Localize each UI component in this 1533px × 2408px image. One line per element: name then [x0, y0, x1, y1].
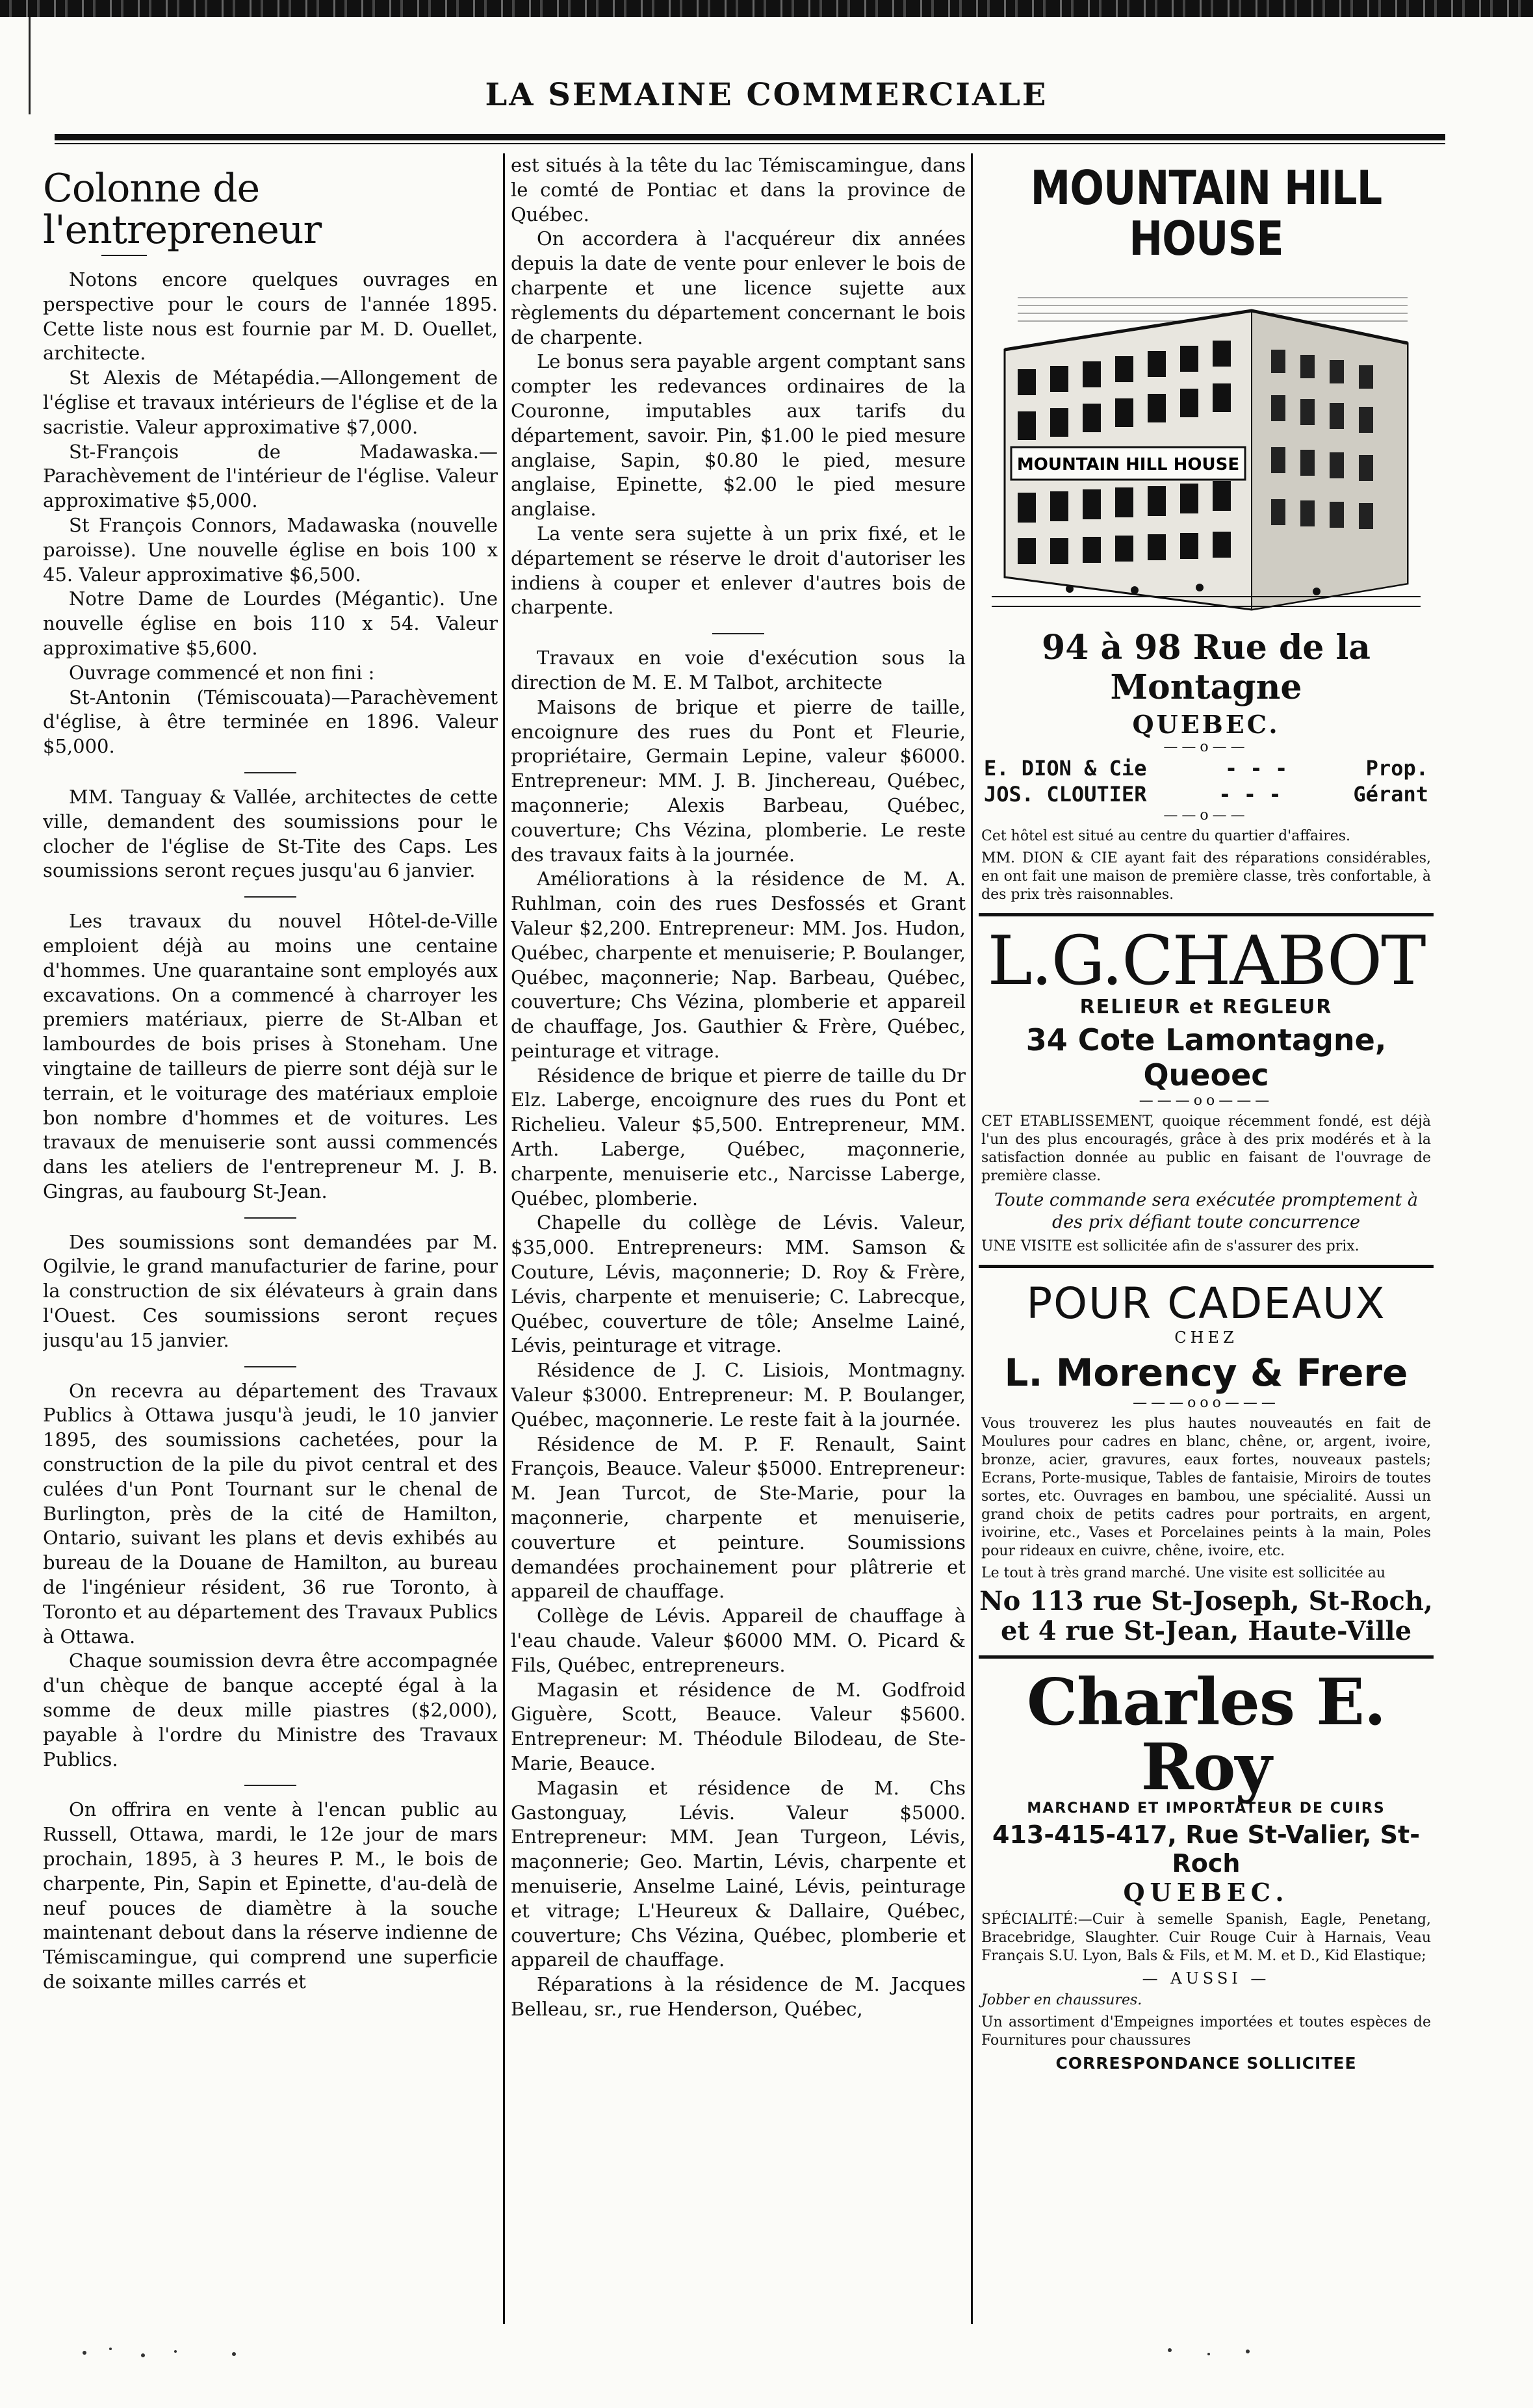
article-paragraph: La vente sera sujette à un prix fixé, et le département se réserve le droit d'autoriser les indiens à couper et enlever d'autres bois de charpente.	[511, 522, 966, 619]
article-separator	[244, 896, 296, 898]
article-paragraph: Résidence de M. P. F. Renault, Saint François, Beauce. Valeur $5000. Entrepreneur: M. Jean Turcot, de Ste-Marie, pour la maçonnerie, charpente et menuiserie, couverture et peinture. Soumissions demandées prochainement pour plâtrerie et appareil de chauffage.	[511, 1432, 966, 1603]
manager-dashes: - - -	[1218, 782, 1282, 807]
article-paragraph: Magasin et résidence de M. Chs Gastonguay, Lévis. Valeur $5000. Entrepreneur: MM. Jean Turgeon, Lévis, maçonnerie; Geo. Martin, Lévis, charpente et menuiserie, Anselme Lainé, Lévis, peinturage et vitrage; L'Heureux & Dallaire, Québec, couverture; Chs Vézina, Québec, plomberie et appareil de chauffage.	[511, 1776, 966, 1971]
hotel-note: MM. DION & CIE ayant fait des réparations considérables, en ont fait une maison de première classe, très confortable, à des prix très raisonnables.	[981, 850, 1431, 903]
roy-jobber: Jobber en chaussures.	[981, 1992, 1142, 2008]
article-paragraph: Les travaux du nouvel Hôtel-de-Ville emploient déjà au moins une centaine d'hommes. Une quarantaine sont employés aux excavations. On a commencé à charroyer les premiers matériaux, pierre de St-Alban et lambourdes de bois prises à Stoneham. Une vingtaine de tailleurs de pierre sont déjà sur le terrain, et le voiturage des matériaux emploie bon nombre d'hommes et de voitures. Les travaux de menuiserie sont aussi commencés dans les ateliers de l'entrepreneur M. J. B. Gingras, au faubourg St-Jean.	[43, 910, 498, 1202]
chabot-name: L.G.CHABOT	[987, 921, 1425, 1000]
cadeaux-address: No 113 rue St-Joseph, St-Roch, et 4 rue St-Jean, Haute-Ville	[979, 1586, 1433, 1646]
owner-role: Prop.	[1365, 756, 1428, 781]
owner-dashes: - - -	[1224, 756, 1288, 781]
column-divider-2	[971, 153, 973, 2324]
article-separator	[244, 1366, 296, 1367]
chabot-address: 34 Cote Lamontagne, Queoec	[1025, 1022, 1387, 1093]
article-paragraph: Ouvrage commencé et non fini :	[69, 661, 375, 684]
chabot-trade: RELIEUR et REGLEUR	[1079, 996, 1333, 1018]
article-paragraph: est situés à la tête du lac Témiscamingue, dans le comté de Pontiac et dans la province de Québec.	[511, 154, 966, 226]
top-edge-band	[0, 0, 1533, 17]
article-paragraph: On offrira en vente à l'encan public au Russell, Ottawa, mardi, le 12e jour de mars prochain, 1895, à 3 heures P. M., le bois de charpente, Pin, Sapin et Epinette, d'au-delà de neuf pouces de diamètre à la souche maintenant debout dans la réserve indienne de Témiscamingue, qui comprend une superficie de soixante milles carrés et	[43, 1798, 498, 1993]
cadeaux-title: POUR CADEAUX	[1026, 1278, 1386, 1328]
article-paragraph: Améliorations à la résidence de M. A. Ruhlman, coin des rues Desfossés et Grant Valeur $2,200. Entrepreneur: MM. Jos. Hudon, Québec, charpente et menuiserie; P. Boulanger, Québec, maçonnerie; Nap. Barbeau, Québec, couverture; Chs Vézina, plomberie et appareil de chauffage, Jos. Gauthier & Frère, Québec, peinturage et vitrage.	[511, 868, 966, 1062]
article-paragraph: Chaque soumission devra être accompagnée d'un chèque de banque accepté égal à la somme de deux mille piastres ($2,000), payable à l'ordre du Ministre des Travaux Publics.	[43, 1650, 498, 1770]
article-paragraph: Travaux en voie d'exécution sous la direction de M. E. M Talbot, architecte	[511, 647, 966, 693]
column-divider-1	[503, 153, 505, 2324]
hotel-title: MOUNTAIN HILL HOUSE	[1030, 161, 1382, 266]
masthead-title: LA SEMAINE COMMERCIALE	[485, 77, 1048, 113]
roy-city: QUEBEC.	[1123, 1878, 1289, 1907]
article-separator	[244, 772, 296, 773]
cadeaux-firm: L. Morency & Frere	[1004, 1351, 1408, 1395]
hotel-sign: MOUNTAIN HILL HOUSE	[1016, 455, 1240, 474]
column-entrepreneur	[43, 153, 498, 1995]
article-paragraph: Notons encore quelques ouvrages en perspective pour le cours de l'année 1895. Cette liste nous est fournie par M. D. Ouellet, architecte.	[43, 268, 498, 365]
article-paragraph: Magasin et résidence de M. Godfroid Giguère, Scott, Beauce. Valeur $5600. Entrepreneur: M. Théodule Bilodeau, de Ste-Marie, Beauce.	[511, 1678, 966, 1774]
article-paragraph: Maisons de brique et pierre de taille, encoignure des rues du Pont et Fleurie, propriétaire, Germain Lepine, valeur $6000. Entrepreneur: MM. J. B. Jinchereau, Québec, maçonnerie; Alexis Barbeau, Québec, couverture; Chs Vézina, plomberie. Le reste des travaux faits à la journée.	[511, 695, 966, 866]
article-paragraph: Résidence de J. C. Lisiois, Montmagny. Valeur $3000. Entrepreneur: M. P. Boulanger, Québec, maçonnerie. Le reste fait à la journée.	[511, 1359, 966, 1431]
hotel-owner-line	[979, 755, 1434, 781]
roy-assortment: Un assortiment d'Empeignes importées et toutes espèces de Fournitures pour chaussures	[981, 2014, 1431, 2049]
chabot-visit: UNE VISITE est sollicitée afin de s'assurer des prix.	[981, 1238, 1359, 1254]
article-paragraph: Le bonus sera payable argent comptant sans compter les redevances ordinaires de la Couronne, imputables aux tarifs du département, savoir. Pin, $1.00 le pied mesure anglaise, Sapin, $0.80 le pied, mesure anglaise, Epinette, $2.00 le pied mesure anglaise.	[511, 350, 966, 521]
article-paragraph: St François Connors, Madawaska (nouvelle paroisse). Une nouvelle église en bois 100 x 45. Valeur approximative $6,500.	[43, 513, 498, 586]
article-separator	[244, 1785, 296, 1786]
ad-divider	[979, 1655, 1434, 1659]
owner-name: E. DION & Cie	[984, 756, 1147, 781]
article-paragraph: Des soumissions sont demandées par M. Ogilvie, le grand manufacturier de farine, pour la construction de six élévateurs à grain dans l'Ouest. Ces soumissions seront reçues jusqu'au 15 janvier.	[43, 1230, 498, 1351]
article-paragraph: St-François de Madawaska.—Parachèvement de l'intérieur de l'église. Valeur approximative $5,000.	[43, 440, 498, 512]
roy-footer: CORRESPONDANCE SOLLICITEE	[1055, 2054, 1357, 2073]
roy-aussi: — AUSSI —	[1142, 1969, 1270, 1987]
chabot-description: CET ETABLISSEMENT, quoique récemment fondé, est déjà l'un des plus encouragés, grâce à des prix modérés et à la satisfaction donnée au public en faisant de l'ouvrage de première classe.	[981, 1113, 1431, 1184]
article-paragraph: MM. Tanguay & Vallée, architectes de cette ville, demandent des soumissions pour le clocher de l'église de St-Tite des Caps. Les soumissions seront reçues jusqu'au 6 janvier.	[43, 785, 498, 882]
article-paragraph: On accordera à l'acquéreur dix années depuis la date de vente pour enlever le bois de charpente et une licence sujette aux règlements du département concernant le bois de charpente.	[511, 227, 966, 348]
ornament-divider: ——o——	[1163, 807, 1249, 823]
article-paragraph: Résidence de brique et pierre de taille du Dr Elz. Laberge, encoignure des rues du Pont et Richelieu. Valeur $5,500. Entrepreneur, MM. Arth. Laberge, Québec, maçonnerie, charpente, menuiserie etc., Narcisse Laberge, Québec, plomberie.	[511, 1064, 966, 1210]
cadeaux-description: Vous trouverez les plus hautes nouveautés en fait de Moulures pour cadres en blanc, chêne, or, argent, ivoire, bronze, acier, gravures, eaux fortes, nouveaux pastels; Ecrans, Porte-musique, Tables de fantaisie, Miroirs de toutes sortes, etc. Ouvrages en bambou, une spécialité. Aussi un grand choix de petits cadres pour portraits, en argent, ivoirine, etc., Vases et Porcelaines peints à la main, Poles pour rideaux en cuivre, chêne, ivoire, etc.	[981, 1416, 1431, 1559]
hotel-manager-line	[979, 781, 1434, 807]
article-paragraph: Notre Dame de Lourdes (Mégantic). Une nouvelle église en bois 110 x 54. Valeur approximative $5,600.	[43, 588, 498, 659]
article-separator	[244, 1217, 296, 1219]
cadeaux-chez: CHEZ	[1174, 1328, 1238, 1347]
cadeaux-note: Le tout à très grand marché. Une visite est sollicitée au	[981, 1565, 1386, 1581]
hotel-note: Cet hôtel est situé au centre du quartier d'affaires.	[981, 828, 1351, 844]
article-paragraph: St Alexis de Métapédia.—Allongement de l'église et travaux intérieurs de l'église et de la sacristie. Valeur approximative $7,000.	[43, 367, 498, 438]
hotel-address: 94 à 98 Rue de la Montagne	[1042, 628, 1371, 707]
manager-name: JOS. CLOUTIER	[984, 782, 1147, 807]
manager-role: Gérant	[1353, 782, 1428, 807]
roy-address: 413-415-417, Rue St-Valier, St-Roch	[992, 1820, 1420, 1878]
ornament-divider: ———oo———	[1139, 1093, 1274, 1109]
roy-name: Charles E. Roy	[1026, 1665, 1386, 1805]
article-paragraph: Réparations à la résidence de M. Jacques Belleau, sr., rue Henderson, Québec,	[511, 1973, 966, 2020]
hotel-city: QUEBEC.	[1132, 710, 1280, 739]
article-paragraph: St-Antonin (Témiscouata)—Parachèvement d'église, à être terminée en 1896. Valeur $5,000.	[43, 686, 498, 758]
ornament-divider: ———ooo———	[1133, 1395, 1280, 1411]
chabot-slogan: Toute commande sera exécutée promptement à des prix défiant toute concurrence	[994, 1190, 1419, 1232]
masthead-rule	[55, 134, 1445, 140]
section-heading: Colonne de l'entrepreneur	[43, 166, 322, 253]
bottom-print-noise	[65, 2340, 1430, 2366]
column-travaux	[511, 153, 966, 2022]
heading-rule	[101, 255, 147, 256]
article-paragraph: Collège de Lévis. Appareil de chauffage à l'eau chaude. Valeur $6000 MM. O. Picard & Fils, Québec, entrepreneurs.	[511, 1605, 966, 1676]
article-paragraph: On recevra au département des Travaux Publics à Ottawa jusqu'à jeudi, le 10 janvier 1895, des soumissions cachetées, pour la construction de la pile du pivot central et des culées d'un Pont Tournant sur le chenal de Burlington, près de la cité de Hamilton, Ontario, suivant les plans et devis exhibés au bureau de la Douane de Hamilton, au bureau de l'ingénieur résident, 36 rue Toronto, à Toronto et au département des Travaux Publics à Ottawa.	[43, 1379, 498, 1648]
hotel-engraving	[992, 272, 1421, 623]
article-separator	[712, 633, 764, 634]
article-paragraph: Chapelle du collège de Lévis. Valeur, $35,000. Entrepreneurs: MM. Samson & Couture, Lévis, maçonnerie; D. Roy & Frère, Lévis, charpente et menuiserie; C. Labrecque, Québec, couverture de tôle; Anselme Lainé, Lévis, peinturage et vitrage.	[511, 1211, 966, 1357]
column-advertisements	[979, 153, 1434, 2073]
ornament-divider: ——o——	[1163, 739, 1249, 755]
roy-specialties: SPÉCIALITÉ:—Cuir à semelle Spanish, Eagle, Penetang, Bracebridge, Slaughter. Cuir Rouge Cuir à Harnais, Veau Français S.U. Lyon, Bals & Fils, et M. M. et D., Kid Elastique;	[981, 1911, 1431, 1964]
masthead-rule-thin	[55, 143, 1445, 144]
ad-divider	[979, 1265, 1434, 1268]
roy-trade: MARCHAND ET IMPORTATEUR DE CUIRS	[1027, 1800, 1385, 1817]
ad-divider	[979, 913, 1434, 916]
